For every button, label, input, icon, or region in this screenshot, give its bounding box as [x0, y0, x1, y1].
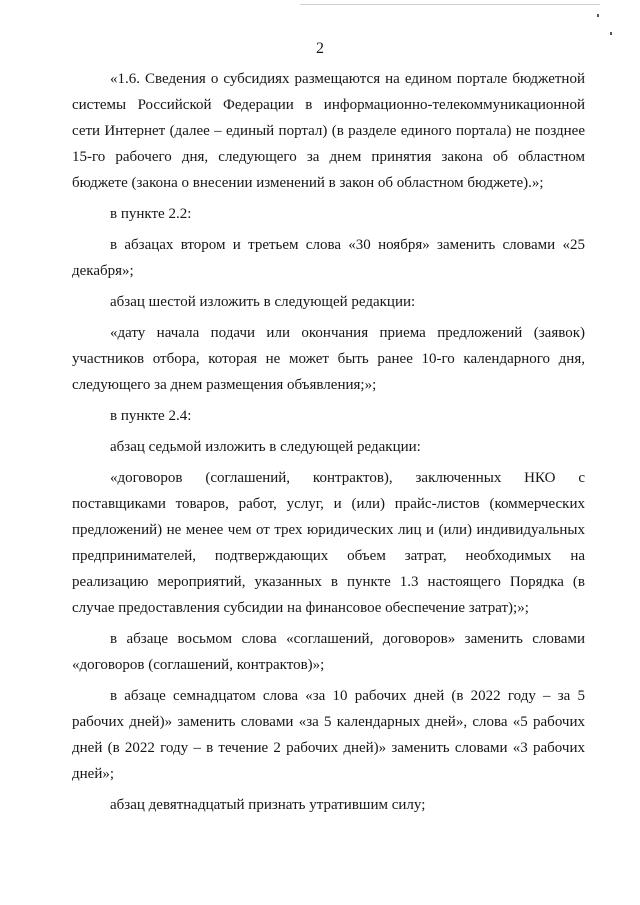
paragraph-contracts: «договоров (соглашений, контрактов), заключенных НКО с поставщиками товаров, работ, услуг, и (или) прайс-листов (коммерческих предложений) не менее чем от трех юридических лиц и (или) индивидуальных предпринимателей, подтверждающих объем затрат, необходимых на реализацию мероприятий, указанных в пункте 1.3 настоящего Порядка (в случае предоставления субсидии на финансовое обеспечение затрат);»;: [72, 470, 585, 616]
paragraph-subsidy-info: «1.6. Сведения о субсидиях размещаются на едином портале бюджетной системы Российской Федерации в информационно-телекоммуникационной сети Интернет (далее – единый портал) (в разделе единого портала) не позднее 15-го рабочего дня, следующего за днем принятия закона об областном бюджете (закона о внесении изменений в закон об областном бюджете).»;: [72, 71, 585, 191]
scan-artifact-dot: [597, 14, 599, 17]
paragraph-sixth-abzats: абзац шестой изложить в следующей редакции:: [110, 294, 416, 310]
paragraph-date-replace: в абзацах втором и третьем слова «30 ноября» заменить словами «25 декабря»;: [72, 237, 585, 279]
page-number: 2: [316, 40, 324, 57]
scan-artifact-dot: [610, 32, 612, 35]
document-body: [72, 66, 585, 818]
paragraph-seventh-abzats: абзац седьмой изложить в следующей редакции:: [110, 439, 421, 455]
paragraph-item-2-4: в пункте 2.4:: [110, 408, 192, 424]
paragraph-item-2-2: в пункте 2.2:: [110, 206, 192, 222]
paragraph-seventeenth-abzats: в абзаце семнадцатом слова «за 10 рабочих дней (в 2022 году – за 5 рабочих дней)» заменить словами «за 5 календарных дней», слова «5 рабочих дней (в 2022 году – в течение 2 рабочих дней)» заменить словами «3 рабочих дней»;: [72, 688, 585, 782]
paragraph-eighth-abzats: в абзаце восьмом слова «соглашений, договоров» заменить словами «договоров (соглашений, контрактов)»;: [72, 631, 585, 673]
paragraph-nineteenth-abzats: абзац девятнадцатый признать утратившим силу;: [110, 797, 426, 813]
paragraph-deadline: «дату начала подачи или окончания приема предложений (заявок) участников отбора, которая не может быть ранее 10-го календарного дня, следующего за днем размещения объявления;»;: [72, 325, 585, 393]
scan-edge-line: [300, 4, 600, 5]
